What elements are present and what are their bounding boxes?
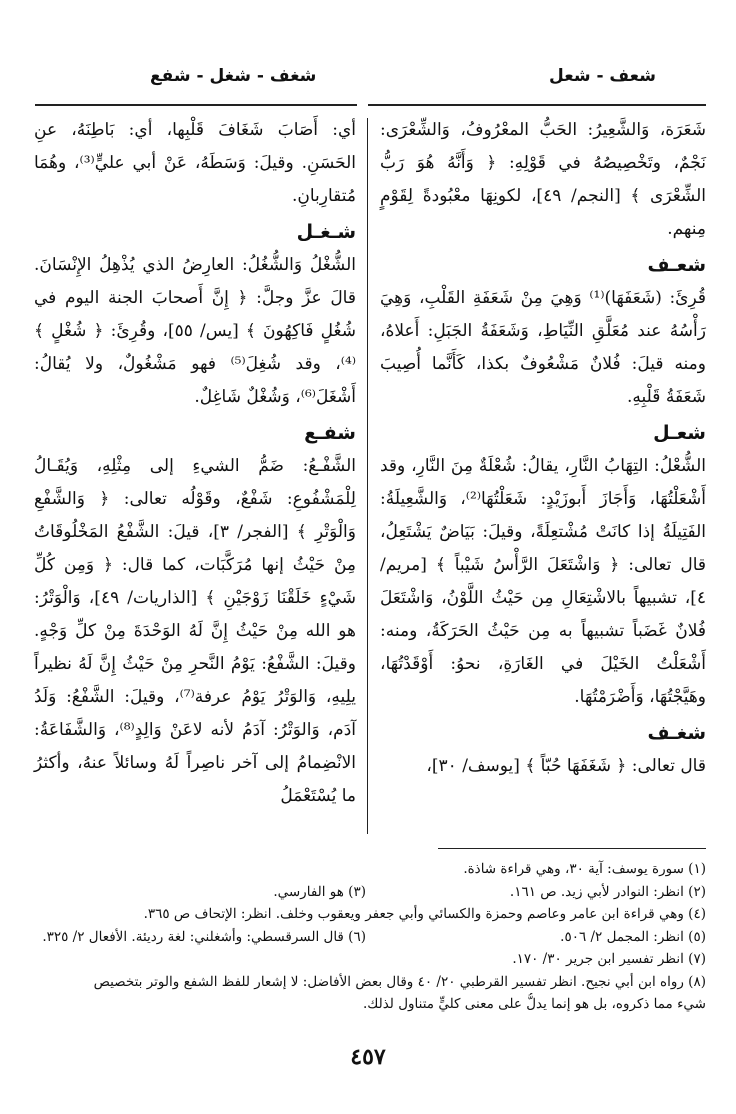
entry-heading-shaaf: شعـف bbox=[647, 254, 706, 276]
paragraph-shaghal: الشُّغْلُ وَالشُّغُلُ: العارِضُ الذي يُذْهِلُ الإِنْسَانَ. قالَ عزَّ وجلَّ: ﴿ إِنَّ أَصحابَ الجنة اليوم في شُغُلٍ فَاكِهُونَ ﴾ [يس/ ٥٥]، وقُرِئَ: ﴿ شُغْلٍ ﴾⁽⁴⁾، وقد شُغِلَ⁽⁵⁾ فهو مَشْغُولٌ، ولا يُقالُ: أَشْغَلَ⁽⁶⁾، وَشُغْلٌ شَاغِلٌ. bbox=[34, 255, 356, 407]
running-header-left: شغف - شغل - شفع bbox=[150, 66, 317, 86]
footnote-5: (٥) انظر: المجمل ٢/ ٥٠٦. bbox=[560, 928, 706, 945]
footnote-row-5-6 bbox=[30, 926, 706, 949]
footnotes bbox=[30, 858, 706, 1016]
entry-heading-shaghaf: شغـف bbox=[647, 722, 706, 744]
paragraph-shaghaf: قال تعالى: ﴿ شَغَفَهَا حُبّاً ﴾ [يوسف/ ٣٠]، bbox=[426, 756, 706, 776]
footnote-6: (٦) قال السرقسطي: وأشغلني: لغة رديئة. الأفعال ٢/ ٣٢٥. bbox=[42, 928, 366, 945]
footnote-rule bbox=[438, 848, 706, 849]
entry-heading-shaghal: شـغـل bbox=[296, 221, 356, 243]
footnote-2: (٢) انظر: النوادر لأبي زيد. ص ١٦١. bbox=[509, 883, 706, 900]
entry-heading-shafa: شفـع bbox=[304, 422, 356, 444]
paragraph-shaaf: قُرِئَ: (شَعَفَهَا)⁽¹⁾ وَهِيَ مِنْ شَعَفَةِ القَلْبِ، وَهِيَ رَأْسُهُ عند مُعَلَّقِ النِّيَاطِ، وَشَعَفَةُ الجَبَلِ: أَعلاهُ، ومنه قيلَ: فُلانٌ مَشْعُوفٌ بكذا، كَأَنَّما أُصِيبَ شَعَفَةُ قَلْبِهِ. bbox=[380, 288, 706, 407]
footnote-3: (٣) هو الفارسي. bbox=[273, 883, 366, 900]
footnote-7: (٧) انظر تفسير ابن جرير ٣٠/ ١٧٠. bbox=[512, 951, 706, 967]
paragraph-shaal: الشُّعْلُ: التِهَابُ النَّارِ، يقالُ: شُعْلَةٌ مِنَ النَّارِ، وقد أَشْعَلْتُهَا، وَأَجَازَ أَبوزَيْدٍ: شَعَلْتُهَا⁽²⁾، وَالشَّعِيلَةُ: الفَتِيلَةُ إذا كانَتْ مُشْتعِلَةً، وقيلَ: بَيَاضٌ يَشْتَعِلُ، قال تعالى: ﴿ وَاشْتَعَلَ الرَّأْسُ شَيْباً ﴾ [مريم/ ٤]، تشبيهاً بالاشْتِعَالِ مِن حَيْثُ اللَّوْنُ، وَاشْتَعَلَ فُلانٌ غَضَباً تشبيهاً به مِن حَيْثُ الحَرَكَةُ، ومنه: أَشْعَلْتُ الخَيْلَ في الغَارَةِ، نحوُ: أَوْقَدْتُهَا، وهَيَّجْتُهَا، وَأَضْرَمْتُهَا. bbox=[380, 456, 706, 707]
footnote-4: (٤) وهي قراءة ابن عامر وعاصم وحمزة والكسائي وأبي جعفر ويعقوب وخلف. انظر: الإتحاف ص ٣٦٥. bbox=[143, 906, 706, 922]
paragraph-shaara: شَعَرَة، وَالشَّعِيرُ: الحَبُّ المعْرُوفُ، وَالشِّعْرَى: نَجْمٌ، وتَخْصِيصُهُ في قَوْلِهِ: ﴿ وَأَنَّهُ هُوَ رَبُّ الشِّعْرَى ﴾ [النجم/ ٤٩]، لكونِهَا معْبُودةً لِقَوْمٍ مِنهم. bbox=[380, 120, 707, 239]
footnote-1: (١) سورة يوسف: آية ٣٠، وهي قراءة شاذة. bbox=[463, 861, 706, 877]
paragraph-shafa: الشَّفْـعُ: ضَمُّ الشيءِ إلى مِثْلِهِ، وَيُقَـالُ لِلْمَشْفُوعِ: شَفْعٌ، وقَوْلُه تعالى: ﴿ وَالشَّفْعِ وَالْوَتْرِ ﴾ [الفجر/ ٣]، قيلَ: الشَّفْعُ المَخْلُوقَاتُ مِنْ حَيْثُ إنها مُرَكَّبَات، كما قال: ﴿ وَمِن كُلِّ شَيْءٍ خَلَقْنَا زَوْجَيْنِ ﴾ [الذاريات/ ٤٩]، وَالْوَتْرُ: هو الله مِنْ حَيْثُ إِنَّ لَهُ الوَحْدَةَ مِنْ كلِّ وَجْهٍ. وقيلَ: الشَّفْعُ: يَوْمُ النَّحرِ مِنْ حَيْثُ إِنَّ لَهُ نظيراً يلِيهِ، وَالوَتْرُ يَوْمُ عرفة⁽⁷⁾، وقيلَ: الشَّفْعُ: وَلَدُ آدَم، وَالوَتْرُ: آدَمُ لأنه لاعَنْ وَالِدٍ⁽⁸⁾، وَالشَّفَاعَةُ: الانْضِمامُ إلى آخر ناصِراً لَهُ وسائلاً عنهُ، وأكثرُ ما يُسْتَعْمَلُ bbox=[34, 456, 357, 806]
footnote-8-continued: شيء مما ذكروه، بل هو إنما يدلُّ على معنى كليٍّ متناول لذلك. bbox=[362, 996, 706, 1012]
page-number: ٤٥٧ bbox=[350, 1044, 386, 1070]
entry-heading-shaal: شعـل bbox=[653, 422, 706, 444]
footnote-row-2-3 bbox=[30, 881, 706, 904]
footnote-8: (٨) رواه ابن أبي نجيح. انظر تفسير القرطبي ٢٠/ ٤٠ وقال بعض الأفاضل: لا إشعار للفظ الشفع والوتر بتخصيص bbox=[93, 973, 706, 990]
header-rule-left bbox=[35, 104, 357, 106]
header-rule-right bbox=[368, 104, 706, 106]
right-column bbox=[380, 114, 706, 783]
paragraph-shaghaf-cont: أي: أَصَابَ شَغَافَ قَلْبِها، أي: بَاطِنَهُ، عنِ الحَسَنِ. وقيلَ: وَسَطَهُ، عَنْ أبي عليٍّ⁽³⁾، وهُمَا مُتقارِبانِ. bbox=[34, 120, 356, 206]
column-divider bbox=[367, 118, 368, 834]
running-header-right: شعف - شعل bbox=[549, 66, 656, 86]
left-column bbox=[34, 114, 356, 813]
